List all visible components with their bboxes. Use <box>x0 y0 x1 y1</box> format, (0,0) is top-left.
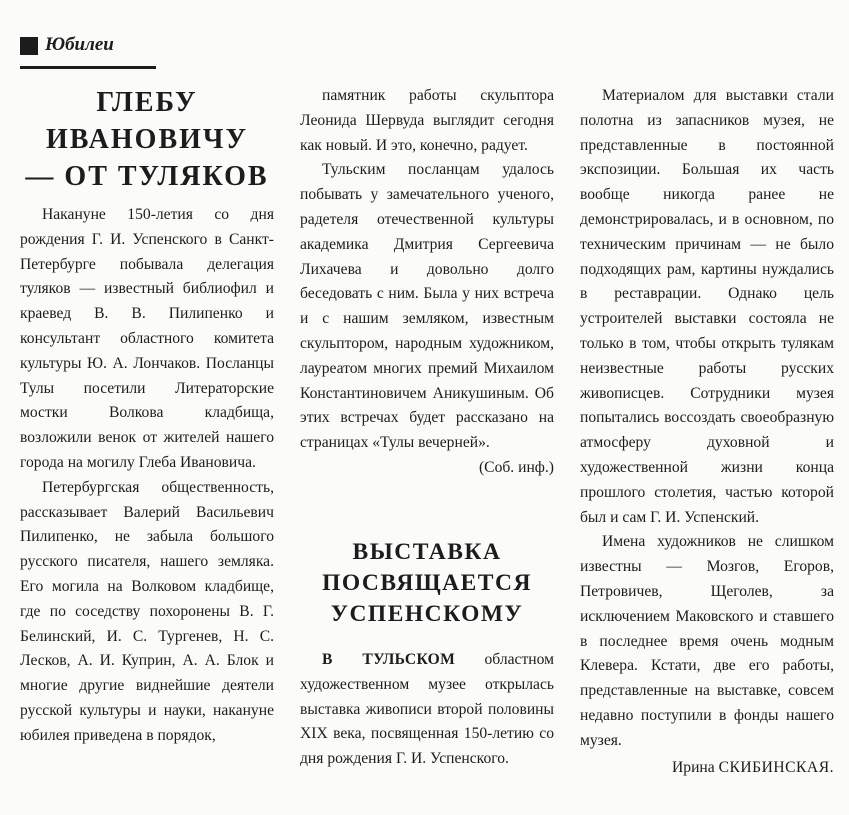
article2-column-3 <box>580 84 834 780</box>
article1-paragraph-3: Тульским посланцам удалось побывать у замечательного ученого, радетеля отечественной культуры академика Дмитрия Сергеевича Лихачева и довольно долго беседовать с ним. Была у них встреча и с нашим земляком, известным скульптором, народным художником, лауреатом многих премий Михаилом Константиновичем Аникушиным. Об этих встречах будет рассказано на страницах «Тулы вечерней». <box>300 161 554 452</box>
article2-paragraph-1-text: областном художественном музее открылась выставка живописи второй половины XIX века, посвященная 150-летию со дня рождения Г. И. Успенского. <box>300 651 554 768</box>
signature-last-name: СКИБИНСКАЯ. <box>718 758 834 776</box>
rubric-square-icon <box>20 37 38 55</box>
rubric-underline <box>20 66 156 69</box>
headline-line: — ОТ ТУЛЯКОВ <box>25 161 269 192</box>
article2-signature <box>580 754 834 781</box>
article2-paragraph-1 <box>300 648 554 772</box>
article1-headline <box>20 84 274 195</box>
signature-first-name: Ирина <box>672 758 715 776</box>
article1-column-1 <box>20 203 274 749</box>
article1-paragraph-2-continued: памятник работы скульптора Леонида Шервуда выглядит сегодня как новый. И это, конечно, радует. <box>300 87 554 154</box>
article2-lead: В ТУЛЬСКОМ <box>322 651 456 668</box>
headline-line: ИВАНОВИЧУ <box>45 124 249 155</box>
article2-headline <box>300 537 554 630</box>
article2-paragraph-3: Имена художников не слишком известны — Мозгов, Егоров, Петровичев, Щеголев, за исключением Маковского и ставшего в последнее время очень модным Клевера. Кстати, две его работы, представленные на выставке, совсем недавно поступили в фонды нашего музея. <box>580 533 834 749</box>
article1-paragraph-1: Накануне 150-летия со дня рождения Г. И. Успенского в Санкт-Петербурге побывала делегация туляков — известный библиофил и краевед В. В. Пилипенко и консультант областного комитета культуры Ю. А. Лончаков. Посланцы Тулы посетили Литераторские мостки Волкова кладбища, возложили венок от жителей нашего города на могилу Глеба Ивановича. <box>20 206 274 471</box>
article1-paragraph-2-start: Петербургская общественность, рассказывает Валерий Васильевич Пилипенко, не забыла большого русского писателя, нашего земляка. Его могила на Волковом кладбище, где по соседству похоронены В. Г. Белинский, И. С. Тургенев, Н. С. Лесков, А. И. Куприн, А. А. Блок и многие другие виднейшие деятели русской культуры и науки, накануне юбилея приведена в порядок, <box>20 478 274 744</box>
article1-source: (Соб. инф.) <box>478 458 554 476</box>
rubric-label: Юбилеи <box>45 34 114 55</box>
headline-line: ВЫСТАВКА <box>352 539 502 565</box>
headline-line: ПОСВЯЩАЕТСЯ <box>322 570 532 596</box>
article1-column-2 <box>300 84 554 481</box>
article2-paragraph-2: Материалом для выставки стали полотна из запасников музея, не представленные в постоянной экспозиции. Большая их часть вообще никогда ранее не демонстрировалась, и в основном, по техническим причинам — не было подходящих рам, картины нуждались в реставрации. Однако цель устроителей выставки состояла не только в том, чтобы открыть тулякам неизвестные работы русских живописцев. Сотрудники музея попытались воссоздать своеобразную атмосферу духовной и художественной жизни конца прошлого столетия, частью которой был и сам Г. И. Успенский. <box>580 87 834 526</box>
headline-line: ГЛЕБУ <box>96 87 198 118</box>
headline-line: УСПЕНСКОМУ <box>330 601 524 627</box>
article2-column-2 <box>300 648 554 772</box>
